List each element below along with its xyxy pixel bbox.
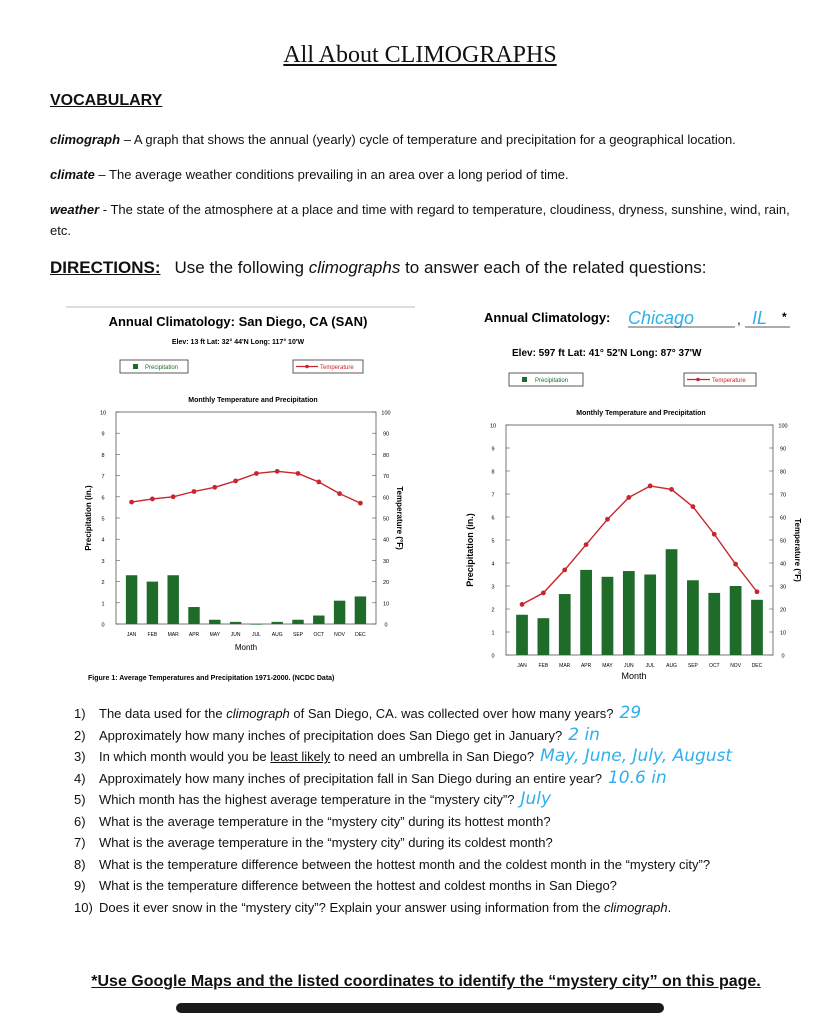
mc-temp-point xyxy=(691,504,696,509)
sd-temp-point xyxy=(150,497,155,502)
mc-handwritten-city: Chicago xyxy=(628,308,695,328)
sd-precip-bar xyxy=(334,601,345,624)
sd-plot-title: Monthly Temperature and Precipitation xyxy=(188,397,318,404)
mc-ytick-left: 2 xyxy=(491,607,495,614)
handwritten-answer: May, June, July, August xyxy=(540,746,733,766)
question-4 xyxy=(74,768,732,790)
mc-xtick: JAN xyxy=(517,663,527,669)
sd-ytick-left: 2 xyxy=(101,580,105,587)
mc-xtick: APR xyxy=(580,663,592,669)
sd-xtick: JAN xyxy=(126,632,137,638)
sd-chart-title: Annual Climatology: San Diego, CA (SAN) xyxy=(108,314,368,329)
sd-ytick-right: 50 xyxy=(382,516,390,523)
question-number: 8) xyxy=(74,856,86,872)
sd-precip-bar xyxy=(167,575,178,624)
handwritten-answer: July xyxy=(520,789,552,809)
sd-ytick-right: 70 xyxy=(382,474,390,481)
mc-precip-bar xyxy=(644,575,656,656)
sd-ytick-right: 10 xyxy=(382,601,390,608)
mc-xtick: MAY xyxy=(602,663,613,669)
mc-temp-point xyxy=(626,495,631,500)
question-text: What is the temperature difference between the hottest month and the coldest month in the “mystery city”? xyxy=(99,856,711,872)
mc-ytick-right: 0 xyxy=(781,653,785,660)
mc-precip-bar xyxy=(730,586,742,655)
sd-precip-bar xyxy=(126,575,137,624)
question-1 xyxy=(74,703,732,725)
mc-temp-point xyxy=(712,532,717,537)
sd-ytick-left: 4 xyxy=(101,537,105,544)
sd-ytick-right: 0 xyxy=(384,622,388,629)
mc-temp-point xyxy=(541,591,546,596)
sd-temp-point xyxy=(192,489,197,494)
mc-temp-point xyxy=(669,487,674,492)
mc-precip-bar xyxy=(538,618,550,655)
sd-xtick: DEC xyxy=(355,632,366,638)
mc-precip-bar xyxy=(602,577,614,655)
question-8 xyxy=(74,854,732,876)
question-7 xyxy=(74,832,732,854)
handwritten-answer: 29 xyxy=(619,703,642,723)
question-text: . xyxy=(667,899,672,915)
mc-ytick-right: 60 xyxy=(779,515,787,522)
mc-ytick-right: 90 xyxy=(779,446,787,453)
mc-chart-title-prefix: Annual Climatology: xyxy=(484,310,611,325)
question-text: The data used for the xyxy=(99,706,227,721)
directions: DIRECTIONS: Use the following climographs to answer each of the related questions: xyxy=(50,258,707,277)
mc-xtick: OCT xyxy=(708,663,720,669)
question-2 xyxy=(74,725,732,747)
question-list xyxy=(74,703,732,918)
question-number: 3) xyxy=(74,749,86,764)
question-text: of San Diego, CA. was collected over how many years? xyxy=(289,706,614,721)
mc-ytick-left: 8 xyxy=(491,469,495,476)
sd-ytick-left: 8 xyxy=(101,452,105,459)
sd-ytick-left: 6 xyxy=(101,495,105,502)
question-number: 9) xyxy=(74,878,86,893)
question-text: What is the average temperature in the “mystery city” during its coldest month? xyxy=(99,835,553,850)
definition-climograph: climograph – A graph that shows the annual (yearly) cycle of temperature and precipitation for a geographical location. xyxy=(50,132,736,147)
mc-precip-bar xyxy=(751,600,763,655)
question-text: What is the average temperature in the “mystery city” during its hottest month? xyxy=(99,813,551,829)
mc-xtick: MAR xyxy=(559,663,571,669)
sd-temp-point xyxy=(254,471,259,476)
mc-ytick-left: 6 xyxy=(491,515,495,522)
mc-temp-point xyxy=(520,602,525,607)
sd-xtick: JUN xyxy=(230,632,241,638)
mc-xtick: SEP xyxy=(687,663,698,669)
mc-xtick: NOV xyxy=(730,663,742,669)
mystery-city-climograph xyxy=(452,300,812,690)
sd-precip-bar xyxy=(271,622,282,624)
mc-xtick: JUN xyxy=(623,663,634,669)
mc-temp-point xyxy=(648,484,653,489)
sd-precip-bar xyxy=(209,620,220,624)
sd-ytick-right: 60 xyxy=(382,495,390,502)
page-title: All About CLIMOGRAPHS xyxy=(283,42,557,68)
sd-temp-point xyxy=(316,480,321,485)
question-text: Approximately how many inches of precipitation fall in San Diego during an entire year? xyxy=(99,770,602,786)
mc-temp-point xyxy=(584,542,589,547)
mc-precip-bar xyxy=(623,571,635,655)
mc-precip-bar xyxy=(516,615,528,655)
mc-ytick-right: 50 xyxy=(779,538,787,545)
question-5 xyxy=(74,789,732,811)
mc-ylabel-left: Precipitation (in.) xyxy=(465,513,475,587)
sd-temp-point xyxy=(337,491,342,496)
mc-precip-bar xyxy=(666,549,678,655)
mc-ytick-left: 1 xyxy=(491,630,495,637)
mc-ytick-right: 100 xyxy=(778,423,788,430)
directions-label: DIRECTIONS: xyxy=(50,258,161,277)
san-diego-climograph xyxy=(66,300,418,690)
mc-precip-bar xyxy=(580,570,592,655)
sd-legend-temp: Temperature xyxy=(320,365,354,371)
handwritten-answer: 10.6 in xyxy=(607,767,667,788)
question-text: climograph xyxy=(226,706,290,721)
question-number: 4) xyxy=(74,770,86,786)
sd-ylabel-right: Temperature (°F) xyxy=(395,486,404,550)
mc-ytick-left: 9 xyxy=(491,446,495,453)
sd-precip-bar xyxy=(292,620,303,624)
question-9 xyxy=(74,875,732,897)
definition-weather: weather - The state of the atmosphere at a place and time with regard to temperature, cloudiness, dryness, sunshine, wind, rain, etc. xyxy=(50,202,790,238)
sd-temp-point xyxy=(275,469,280,474)
sd-ytick-left: 9 xyxy=(101,431,105,438)
sd-ytick-right: 100 xyxy=(381,410,391,417)
handwritten-answer: 2 in xyxy=(568,724,600,745)
sd-temp-line xyxy=(132,471,361,503)
sd-ytick-left: 10 xyxy=(99,410,107,417)
vocabulary-heading: VOCABULARY xyxy=(50,92,163,109)
question-number: 2) xyxy=(74,727,86,743)
question-text: to need an umbrella in San Diego? xyxy=(330,749,535,764)
mc-legend-temp: Temperature xyxy=(712,378,746,384)
mc-handwritten-state: IL xyxy=(752,308,768,328)
mc-precip-bar xyxy=(687,580,699,655)
question-text: Which month has the highest average temperature in the “mystery city”? xyxy=(99,792,515,807)
sd-ytick-right: 30 xyxy=(382,558,390,565)
sd-precip-bar xyxy=(355,596,366,624)
mc-xtick: DEC xyxy=(751,663,763,669)
mc-xtick: JUL xyxy=(645,663,655,669)
mc-ytick-right: 80 xyxy=(779,469,787,476)
sd-ytick-right: 80 xyxy=(382,452,390,459)
sd-legend-precip-swatch xyxy=(133,364,138,369)
sd-temp-point xyxy=(296,471,301,476)
mc-xtick: FEB xyxy=(538,663,549,669)
svg-text:,: , xyxy=(737,311,741,327)
mc-xtick: AUG xyxy=(666,663,677,669)
sd-precip-bar xyxy=(251,624,262,625)
sd-precip-bar xyxy=(230,622,241,624)
sd-xtick: APR xyxy=(188,632,200,638)
question-number: 7) xyxy=(74,835,86,850)
mc-ytick-right: 30 xyxy=(779,584,787,591)
mc-temp-point xyxy=(562,568,567,573)
mc-asterisk: * xyxy=(782,310,787,324)
mc-temp-point xyxy=(733,562,738,567)
question-number: 1) xyxy=(74,706,86,721)
sd-precip-bar xyxy=(147,582,158,624)
sd-caption: Figure 1: Average Temperatures and Precipitation 1971-2000. (NCDC Data) xyxy=(88,675,335,682)
sd-xtick: JUL xyxy=(251,632,261,638)
sd-xtick: NOV xyxy=(334,632,346,638)
sd-ytick-right: 90 xyxy=(382,431,390,438)
mc-plot-title: Monthly Temperature and Precipitation xyxy=(576,410,706,417)
mc-temp-point xyxy=(755,589,760,594)
sd-xtick: SEP xyxy=(292,632,304,638)
mc-ylabel-right: Temperature (°F) xyxy=(793,518,802,582)
question-6 xyxy=(74,811,732,833)
scroll-bar[interactable] xyxy=(176,1003,664,1013)
mc-ytick-left: 4 xyxy=(491,561,495,568)
sd-xtick: FEB xyxy=(147,632,158,638)
sd-xtick: AUG xyxy=(271,632,283,638)
mc-ytick-right: 40 xyxy=(779,561,787,568)
question-3 xyxy=(74,746,732,768)
mc-ytick-right: 10 xyxy=(779,630,787,637)
mc-ytick-left: 10 xyxy=(489,423,497,430)
mc-temp-point xyxy=(605,517,610,522)
sd-temp-point xyxy=(212,485,217,490)
sd-temp-point xyxy=(171,494,176,499)
sd-ytick-left: 3 xyxy=(101,558,105,565)
sd-xlabel: Month xyxy=(234,643,258,652)
question-text: climograph xyxy=(604,899,668,915)
mc-ytick-left: 0 xyxy=(491,653,495,660)
question-text: Does it ever snow in the “mystery city”? Explain your answer using information from the xyxy=(99,899,605,915)
question-10 xyxy=(74,897,732,919)
question-text: What is the temperature difference between the hottest and coldest months in San Diego? xyxy=(99,878,617,893)
mc-precip-bar xyxy=(708,593,720,655)
sd-temp-point xyxy=(233,479,238,484)
sd-xtick: MAY xyxy=(209,632,221,638)
question-text: Approximately how many inches of precipitation does San Diego get in January? xyxy=(99,727,563,743)
sd-ytick-left: 1 xyxy=(101,601,105,608)
mc-ytick-left: 7 xyxy=(491,492,495,499)
mc-ytick-right: 20 xyxy=(779,607,787,614)
mc-ytick-right: 70 xyxy=(779,492,787,499)
question-number: 5) xyxy=(74,792,86,807)
sd-xtick: MAR xyxy=(167,632,179,638)
sd-temp-point xyxy=(358,501,363,506)
mc-temp-line xyxy=(522,486,757,604)
sd-ytick-left: 7 xyxy=(101,474,105,481)
mc-legend-precip: Precipitation xyxy=(535,378,569,384)
sd-ytick-left: 0 xyxy=(101,622,105,629)
sd-legend-precip: Precipitation xyxy=(145,365,179,371)
sd-temp-point xyxy=(129,500,134,505)
sd-ylabel-left: Precipitation (in.) xyxy=(84,485,93,551)
mc-ytick-left: 3 xyxy=(491,584,495,591)
mc-precip-bar xyxy=(559,594,571,655)
footer-note: *Use Google Maps and the listed coordinates to identify the “mystery city” on this page. xyxy=(91,973,761,990)
sd-xtick: OCT xyxy=(313,632,325,638)
sd-ytick-right: 20 xyxy=(382,580,390,587)
mc-ytick-left: 5 xyxy=(491,538,495,545)
sd-ytick-right: 40 xyxy=(382,537,390,544)
question-text: In which month would you be xyxy=(99,749,271,764)
question-number: 10) xyxy=(74,899,93,915)
definition-climate: climate – The average weather conditions prevailing in an area over a long period of time. xyxy=(50,167,569,182)
sd-ytick-left: 5 xyxy=(101,516,105,523)
question-number: 6) xyxy=(74,813,86,829)
mc-chart-subtitle: Elev: 597 ft Lat: 41° 52'N Long: 87° 37'W xyxy=(512,348,702,359)
mc-xlabel: Month xyxy=(621,671,647,681)
sd-precip-bar xyxy=(313,616,324,624)
sd-precip-bar xyxy=(188,607,199,624)
question-text: least likely xyxy=(270,749,331,764)
sd-chart-subtitle: Elev: 13 ft Lat: 32° 44'N Long: 117° 10'W xyxy=(171,339,305,346)
